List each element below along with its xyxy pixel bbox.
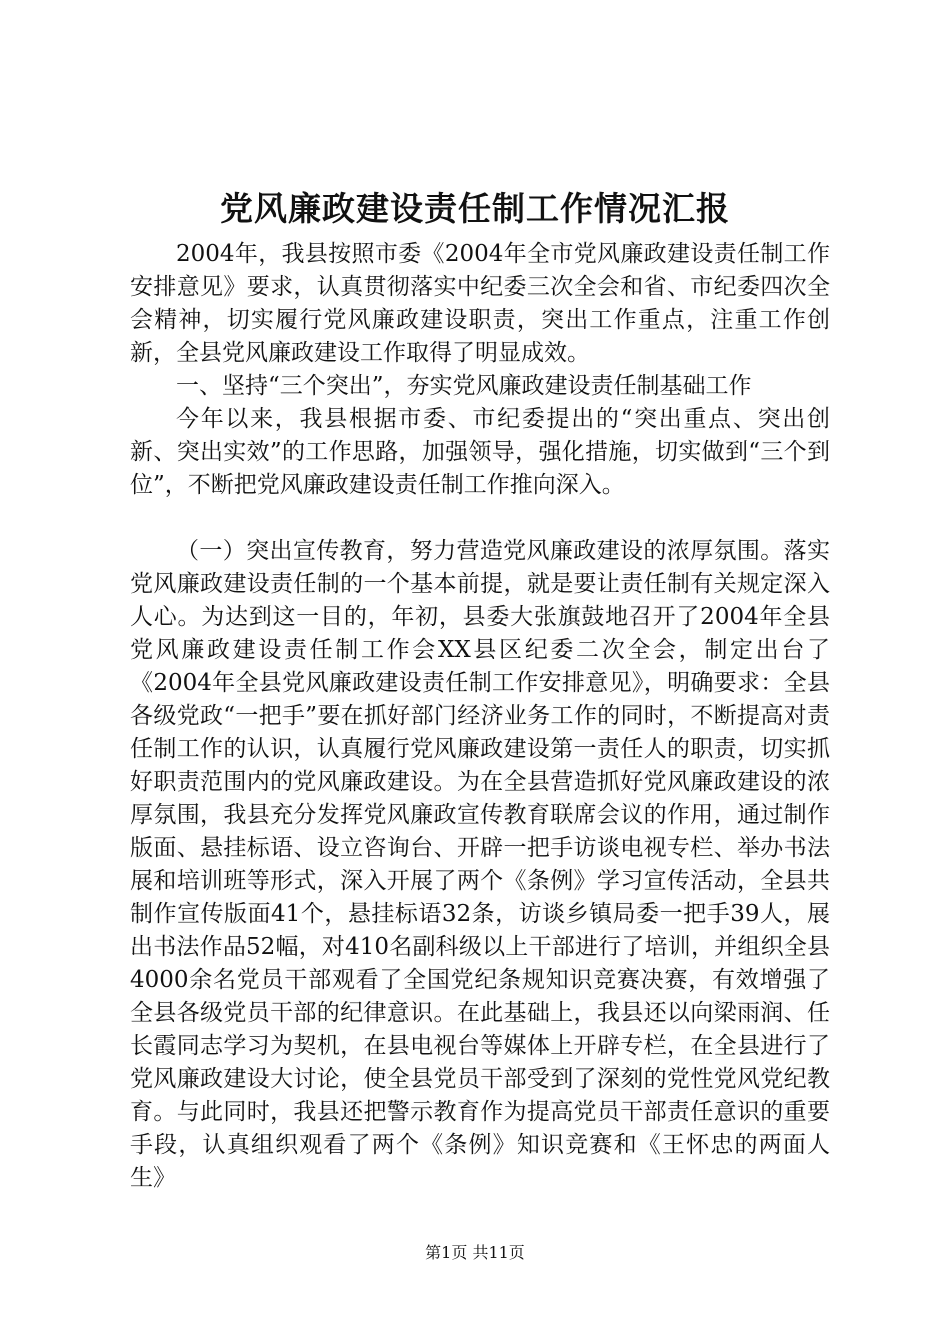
intro-paragraph: 2004年，我县按照市委《2004年全市党风廉政建设责任制工作安排意见》要求，认真贯彻落实中纪委三次全会和省、市纪委四次全会精神，切实履行党风廉政建设职责，突出工作重点，注重工作创新，全县党风廉政建设工作取得了明显成效。 [130,241,830,366]
subsection-paragraph: （一）突出宣传教育，努力营造党风廉政建设的浓厚氛围。落实党风廉政建设责任制的一个基本前提，就是要让责任制有关规定深入人心。为达到这一目的，年初，县委大张旗鼓地召开了2004年全县党风廉政建设责任制工作会XX县区纪委二次全会，制定出台了《2004年全县党风廉政建设责任制工作安排意见》，明确要求：全县各级党政“一把手”要在抓好部门经济业务工作的同时，不断提高对责任制工作的认识，认真履行党风廉政建设第一责任人的职责，切实抓好职责范围内的党风廉政建设。为在全县营造抓好党风廉政建设的浓厚氛围，我县充分发挥党风廉政宣传教育联席会议的作用，通过制作版面、悬挂标语、设立咨询台、开辟一把手访谈电视专栏、举办书法展和培训班等形式，深入开展了两个《条例》学习宣传活动，全县共制作宣传版面41个，悬挂标语32条，访谈乡镇局委一把手39人，展出书法作品52幅，对410名副科级以上干部进行了培训，并组织全县4000余名党员干部观看了全国党纪条规知识竞赛决赛，有效增强了全县各级党员干部的纪律意识。在此基础上，我县还以向梁雨润、任长霞同志学习为契机，在县电视台等媒体上开辟专栏，在全县进行了党风廉政建设大讨论，使全县党员干部受到了深刻的党性党风党纪教育。与此同时，我县还把警示教育作为提高党员干部责任意识的重要手段，认真组织观看了两个《条例》知识竞赛和《王怀忠的两面人生》 [130,538,830,1191]
section-heading: 一、坚持“三个突出”，夯实党风廉政建设责任制基础工作 [176,373,752,399]
document-title: 党风廉政建设责任制工作情况汇报 [220,189,730,228]
document-body [130,238,830,1195]
section-paragraph: 今年以来，我县根据市委、市纪委提出的“突出重点、突出创新、突出实效”的工作思路，加强领导，强化措施，切实做到“三个到位”，不断把党风廉政建设责任制工作推向深入。 [130,406,830,498]
page-number: 第1页 共11页 [425,1243,525,1262]
